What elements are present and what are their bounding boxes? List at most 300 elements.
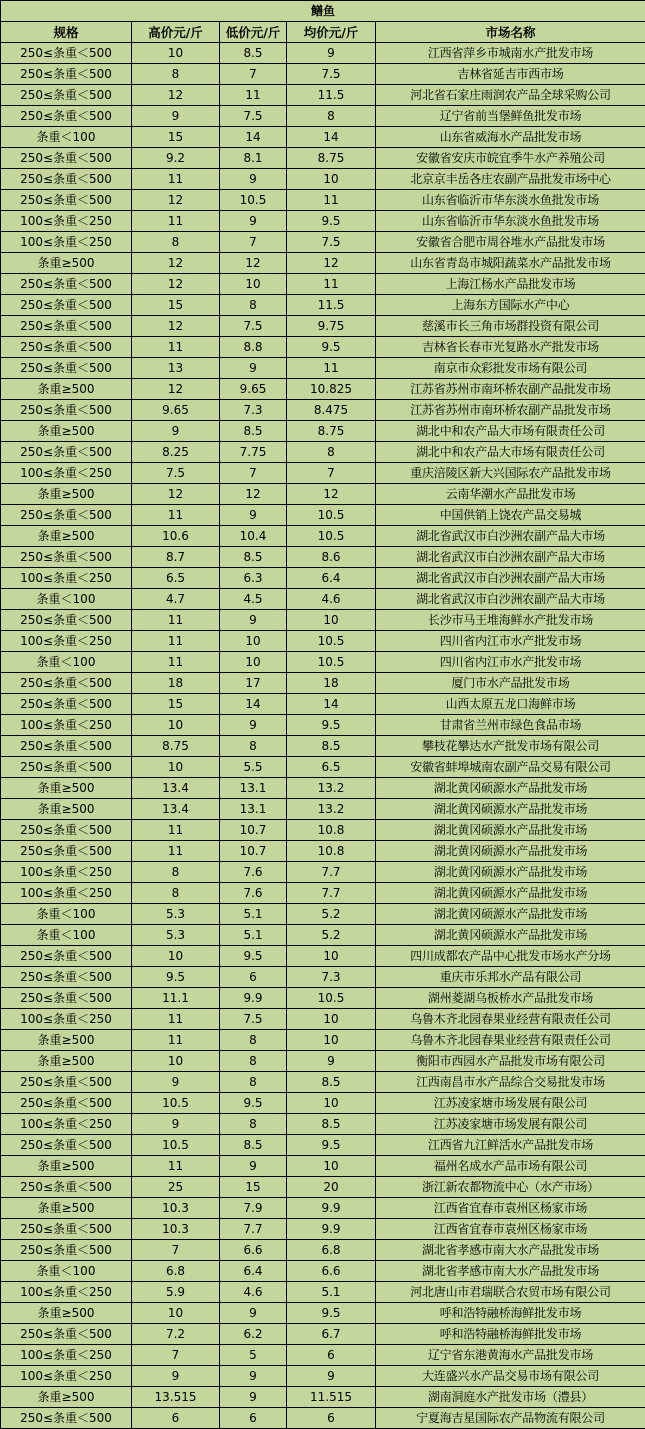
cell-high-price: 13.4 [132,778,220,799]
table-row [1,1177,645,1198]
table-row [1,379,645,400]
cell-spec: 250≤条重＜500 [1,358,132,379]
cell-market: 南京市众彩批发市场有限公司 [376,358,645,379]
cell-avg-price: 14 [287,127,376,148]
cell-avg-price: 9 [287,43,376,64]
cell-avg-price: 7.5 [287,64,376,85]
cell-market: 福州名成水产品市场有限公司 [376,1156,645,1177]
cell-spec: 100≤条重＜250 [1,1345,132,1366]
cell-market: 北京京丰岳各庄农副产品批发市场中心 [376,169,645,190]
cell-high-price: 12 [132,85,220,106]
cell-high-price: 9 [132,1072,220,1093]
cell-avg-price: 6 [287,1408,376,1429]
cell-low-price: 6 [220,1408,287,1429]
cell-market: 湖北省武汉市白沙洲农副产品大市场 [376,589,645,610]
cell-high-price: 9 [132,1366,220,1387]
cell-low-price: 6.4 [220,1261,287,1282]
cell-avg-price: 6.4 [287,568,376,589]
cell-avg-price: 8.75 [287,148,376,169]
table-row [1,1303,645,1324]
cell-market: 浙江新农都物流中心（水产市场） [376,1177,645,1198]
table-row [1,1324,645,1345]
cell-low-price: 14 [220,127,287,148]
cell-spec: 250≤条重＜500 [1,673,132,694]
cell-market: 上海东方国际水产中心 [376,295,645,316]
cell-high-price: 13 [132,358,220,379]
cell-low-price: 9.65 [220,379,287,400]
cell-avg-price: 6.6 [287,1261,376,1282]
cell-spec: 100≤条重＜250 [1,631,132,652]
cell-spec: 100≤条重＜250 [1,1366,132,1387]
cell-spec: 250≤条重＜500 [1,841,132,862]
cell-low-price: 9 [220,1366,287,1387]
table-row [1,883,645,904]
cell-spec: 250≤条重＜500 [1,1135,132,1156]
table-row [1,400,645,421]
cell-low-price: 5 [220,1345,287,1366]
cell-high-price: 12 [132,484,220,505]
cell-avg-price: 7.7 [287,883,376,904]
cell-high-price: 4.7 [132,589,220,610]
cell-high-price: 8 [132,862,220,883]
cell-low-price: 8.5 [220,547,287,568]
cell-spec: 250≤条重＜500 [1,988,132,1009]
table-row [1,631,645,652]
cell-market: 山东省临沂市华东淡水鱼批发市场 [376,211,645,232]
cell-market: 山东省临沂市华东淡水鱼批发市场 [376,190,645,211]
table-row [1,694,645,715]
cell-high-price: 10.5 [132,1093,220,1114]
cell-spec: 250≤条重＜500 [1,43,132,64]
table-row [1,1009,645,1030]
cell-spec: 250≤条重＜500 [1,64,132,85]
table-row [1,1051,645,1072]
cell-low-price: 8.1 [220,148,287,169]
cell-high-price: 8.7 [132,547,220,568]
table-row [1,1282,645,1303]
cell-spec: 250≤条重＜500 [1,1177,132,1198]
cell-high-price: 6.8 [132,1261,220,1282]
cell-spec: 条重＜100 [1,127,132,148]
cell-market: 江西省宜春市袁州区杨家市场 [376,1198,645,1219]
header-high-price: 高价元/斤 [132,22,220,43]
cell-low-price: 15 [220,1177,287,1198]
cell-low-price: 6.6 [220,1240,287,1261]
cell-low-price: 7 [220,232,287,253]
cell-low-price: 14 [220,694,287,715]
cell-low-price: 9 [220,610,287,631]
cell-market: 江苏凌家塘市场发展有限公司 [376,1114,645,1135]
cell-low-price: 11 [220,85,287,106]
cell-low-price: 10.5 [220,190,287,211]
cell-high-price: 9 [132,421,220,442]
cell-spec: 250≤条重＜500 [1,757,132,778]
cell-spec: 条重≥500 [1,1303,132,1324]
cell-spec: 条重≥500 [1,253,132,274]
cell-avg-price: 13.2 [287,799,376,820]
table-row [1,85,645,106]
cell-high-price: 9 [132,106,220,127]
cell-avg-price: 9.9 [287,1198,376,1219]
table-row [1,1030,645,1051]
cell-high-price: 15 [132,295,220,316]
cell-market: 湖北中和农产品大市场有限责任公司 [376,421,645,442]
cell-spec: 条重＜100 [1,1261,132,1282]
cell-avg-price: 9 [287,1051,376,1072]
cell-low-price: 8.5 [220,43,287,64]
cell-market: 呼和浩特融桥海鲜批发市场 [376,1303,645,1324]
table-row [1,358,645,379]
cell-low-price: 4.5 [220,589,287,610]
table-row [1,1345,645,1366]
cell-avg-price: 9.5 [287,715,376,736]
cell-spec: 条重≥500 [1,1198,132,1219]
cell-market: 湖北中和农产品大市场有限责任公司 [376,442,645,463]
cell-high-price: 11 [132,841,220,862]
cell-market: 江西南昌市水产品综合交易批发市场 [376,1072,645,1093]
table-row [1,1093,645,1114]
cell-spec: 250≤条重＜500 [1,1093,132,1114]
cell-high-price: 11 [132,337,220,358]
cell-spec: 100≤条重＜250 [1,1009,132,1030]
cell-avg-price: 7 [287,463,376,484]
cell-low-price: 5.5 [220,757,287,778]
table-row [1,211,645,232]
cell-high-price: 10.6 [132,526,220,547]
cell-spec: 250≤条重＜500 [1,1240,132,1261]
cell-high-price: 5.9 [132,1282,220,1303]
cell-market: 重庆市乐邦水产品有限公司 [376,967,645,988]
cell-low-price: 7.5 [220,1009,287,1030]
cell-spec: 100≤条重＜250 [1,715,132,736]
cell-low-price: 8 [220,1114,287,1135]
cell-high-price: 11 [132,1030,220,1051]
cell-market: 呼和浩特融桥海鲜批发市场 [376,1324,645,1345]
cell-spec: 250≤条重＜500 [1,1408,132,1429]
cell-spec: 100≤条重＜250 [1,862,132,883]
cell-spec: 250≤条重＜500 [1,316,132,337]
table-row [1,463,645,484]
cell-avg-price: 11.5 [287,85,376,106]
cell-spec: 250≤条重＜500 [1,190,132,211]
cell-avg-price: 5.2 [287,925,376,946]
table-row [1,652,645,673]
cell-low-price: 9 [220,1387,287,1408]
cell-spec: 条重＜100 [1,904,132,925]
cell-high-price: 15 [132,694,220,715]
cell-avg-price: 8.6 [287,547,376,568]
cell-high-price: 12 [132,379,220,400]
cell-avg-price: 9.75 [287,316,376,337]
cell-high-price: 12 [132,316,220,337]
cell-avg-price: 10.5 [287,526,376,547]
cell-low-price: 12 [220,253,287,274]
table-row [1,148,645,169]
cell-spec: 250≤条重＜500 [1,337,132,358]
table-row [1,316,645,337]
cell-market: 长沙市马王堆海鲜水产批发市场 [376,610,645,631]
cell-avg-price: 7.3 [287,967,376,988]
cell-market: 湖北省武汉市白沙洲农副产品大市场 [376,526,645,547]
cell-avg-price: 10.5 [287,652,376,673]
cell-market: 江苏凌家塘市场发展有限公司 [376,1093,645,1114]
cell-avg-price: 6 [287,1345,376,1366]
cell-market: 湖北黄冈硕源水产品批发市场 [376,799,645,820]
cell-avg-price: 10.8 [287,820,376,841]
cell-avg-price: 10 [287,1009,376,1030]
cell-avg-price: 10.8 [287,841,376,862]
cell-avg-price: 9 [287,1366,376,1387]
cell-market: 云南华潮水产品批发市场 [376,484,645,505]
header-spec: 规格 [1,22,132,43]
table-row [1,820,645,841]
cell-avg-price: 10.5 [287,631,376,652]
cell-low-price: 8 [220,1051,287,1072]
cell-spec: 250≤条重＜500 [1,1219,132,1240]
cell-market: 四川省内江市水产批发市场 [376,631,645,652]
cell-avg-price: 9.5 [287,337,376,358]
cell-market: 乌鲁木齐北园春果业经营有限责任公司 [376,1030,645,1051]
table-row [1,64,645,85]
cell-high-price: 11 [132,631,220,652]
cell-market: 山东省青岛市城阳蔬菜水产品批发市场 [376,253,645,274]
table-row [1,1240,645,1261]
table-row [1,295,645,316]
cell-avg-price: 5.1 [287,1282,376,1303]
cell-market: 厦门市水产品批发市场 [376,673,645,694]
cell-avg-price: 10 [287,946,376,967]
cell-spec: 250≤条重＜500 [1,1072,132,1093]
cell-market: 四川成都农产品中心批发市场水产分场 [376,946,645,967]
cell-avg-price: 6.5 [287,757,376,778]
cell-spec: 条重≥500 [1,421,132,442]
cell-spec: 250≤条重＜500 [1,736,132,757]
cell-low-price: 10 [220,631,287,652]
table-row [1,1114,645,1135]
cell-high-price: 8.25 [132,442,220,463]
table-row [1,778,645,799]
cell-spec: 250≤条重＜500 [1,505,132,526]
cell-high-price: 11 [132,169,220,190]
cell-market: 湖北黄冈硕源水产品批发市场 [376,904,645,925]
cell-high-price: 7.2 [132,1324,220,1345]
cell-low-price: 7.5 [220,316,287,337]
cell-avg-price: 6.7 [287,1324,376,1345]
table-row [1,253,645,274]
table-body [1,43,645,1429]
cell-market: 湖北黄冈硕源水产品批发市场 [376,778,645,799]
cell-spec: 250≤条重＜500 [1,694,132,715]
cell-spec: 100≤条重＜250 [1,463,132,484]
cell-high-price: 25 [132,1177,220,1198]
cell-avg-price: 10.5 [287,988,376,1009]
cell-high-price: 7 [132,1345,220,1366]
cell-avg-price: 9.5 [287,1135,376,1156]
cell-spec: 100≤条重＜250 [1,1282,132,1303]
table-row [1,1219,645,1240]
cell-high-price: 11 [132,1156,220,1177]
cell-high-price: 9.65 [132,400,220,421]
cell-avg-price: 10.5 [287,505,376,526]
table-row [1,862,645,883]
cell-market: 湖州菱湖乌板桥水产品批发市场 [376,988,645,1009]
table-row [1,589,645,610]
cell-avg-price: 11.515 [287,1387,376,1408]
cell-spec: 250≤条重＜500 [1,442,132,463]
cell-spec: 条重≥500 [1,778,132,799]
cell-market: 江苏省苏州市南环桥农副产品批发市场 [376,400,645,421]
cell-spec: 条重≥500 [1,1387,132,1408]
cell-high-price: 12 [132,253,220,274]
cell-market: 山西太原五龙口海鲜市场 [376,694,645,715]
cell-avg-price: 9.5 [287,211,376,232]
table-row [1,925,645,946]
cell-spec: 100≤条重＜250 [1,1114,132,1135]
table-row [1,967,645,988]
header-row [1,22,645,43]
cell-spec: 250≤条重＜500 [1,85,132,106]
cell-low-price: 4.6 [220,1282,287,1303]
cell-spec: 条重≥500 [1,799,132,820]
cell-high-price: 12 [132,274,220,295]
cell-market: 安徽省安庆市皖宜季牛水产养殖公司 [376,148,645,169]
cell-low-price: 9 [220,715,287,736]
cell-low-price: 5.1 [220,925,287,946]
cell-high-price: 11 [132,211,220,232]
cell-avg-price: 10 [287,1156,376,1177]
cell-market: 攀枝花攀达水产批发市场有限公司 [376,736,645,757]
cell-high-price: 6 [132,1408,220,1429]
cell-high-price: 8 [132,232,220,253]
cell-spec: 100≤条重＜250 [1,883,132,904]
cell-market: 江西省九江鲜活水产品批发市场 [376,1135,645,1156]
cell-avg-price: 10 [287,610,376,631]
cell-high-price: 9.2 [132,148,220,169]
cell-spec: 250≤条重＜500 [1,946,132,967]
cell-low-price: 7.6 [220,883,287,904]
cell-low-price: 9 [220,1156,287,1177]
cell-avg-price: 9.9 [287,1219,376,1240]
cell-low-price: 5.1 [220,904,287,925]
cell-low-price: 9 [220,505,287,526]
table-row [1,799,645,820]
cell-avg-price: 4.6 [287,589,376,610]
cell-high-price: 11 [132,652,220,673]
cell-market: 安徽省蚌埠城南农副产品交易有限公司 [376,757,645,778]
cell-avg-price: 18 [287,673,376,694]
cell-low-price: 9 [220,169,287,190]
cell-low-price: 10.7 [220,820,287,841]
cell-market: 甘肃省兰州市绿色食品市场 [376,715,645,736]
cell-spec: 250≤条重＜500 [1,400,132,421]
cell-high-price: 10 [132,43,220,64]
table-row [1,337,645,358]
cell-market: 大连盛兴水产品交易市场有限公司 [376,1366,645,1387]
cell-low-price: 7.6 [220,862,287,883]
cell-market: 湖北黄冈硕源水产品批发市场 [376,862,645,883]
table-row [1,736,645,757]
cell-avg-price: 8 [287,442,376,463]
cell-low-price: 7.3 [220,400,287,421]
cell-low-price: 8.5 [220,1135,287,1156]
cell-avg-price: 8.5 [287,1072,376,1093]
cell-spec: 250≤条重＜500 [1,169,132,190]
cell-high-price: 10 [132,1303,220,1324]
cell-low-price: 9 [220,1303,287,1324]
cell-low-price: 6.3 [220,568,287,589]
cell-market: 江西省萍乡市城南水产批发市场 [376,43,645,64]
cell-avg-price: 12 [287,253,376,274]
cell-high-price: 8.75 [132,736,220,757]
cell-high-price: 11 [132,505,220,526]
cell-avg-price: 8.475 [287,400,376,421]
cell-avg-price: 7.7 [287,862,376,883]
cell-avg-price: 8.75 [287,421,376,442]
cell-high-price: 8 [132,64,220,85]
table-row [1,757,645,778]
cell-avg-price: 10.825 [287,379,376,400]
table-row [1,127,645,148]
table-row [1,1387,645,1408]
cell-market: 江西省宜春市袁州区杨家市场 [376,1219,645,1240]
cell-avg-price: 5.2 [287,904,376,925]
cell-market: 安徽省合肥市周谷堆水产品批发市场 [376,232,645,253]
cell-high-price: 9 [132,1114,220,1135]
cell-avg-price: 10 [287,169,376,190]
cell-high-price: 5.3 [132,925,220,946]
cell-high-price: 18 [132,673,220,694]
cell-market: 吉林省延吉市西市场 [376,64,645,85]
cell-spec: 100≤条重＜250 [1,568,132,589]
table-row [1,1408,645,1429]
cell-low-price: 10 [220,652,287,673]
header-low-price: 低价元/斤 [220,22,287,43]
cell-high-price: 7.5 [132,463,220,484]
cell-high-price: 15 [132,127,220,148]
table-row [1,169,645,190]
cell-high-price: 5.3 [132,904,220,925]
cell-avg-price: 14 [287,694,376,715]
cell-avg-price: 11 [287,358,376,379]
cell-spec: 100≤条重＜250 [1,211,132,232]
cell-spec: 100≤条重＜250 [1,232,132,253]
cell-market: 湖北省武汉市白沙洲农副产品大市场 [376,568,645,589]
cell-avg-price: 6.8 [287,1240,376,1261]
cell-high-price: 10.3 [132,1219,220,1240]
cell-market: 重庆涪陵区新大兴国际农产品批发市场 [376,463,645,484]
table-row [1,106,645,127]
cell-low-price: 7.5 [220,106,287,127]
cell-low-price: 8 [220,1030,287,1051]
cell-spec: 条重≥500 [1,1030,132,1051]
cell-low-price: 6 [220,967,287,988]
cell-high-price: 12 [132,190,220,211]
cell-low-price: 13.1 [220,799,287,820]
cell-market: 辽宁省前当堡鲜鱼批发市场 [376,106,645,127]
cell-spec: 250≤条重＜500 [1,148,132,169]
cell-market: 乌鲁木齐北园春果业经营有限责任公司 [376,1009,645,1030]
cell-market: 慈溪市长三角市场群投资有限公司 [376,316,645,337]
cell-high-price: 11 [132,610,220,631]
cell-spec: 250≤条重＜500 [1,547,132,568]
cell-low-price: 6.2 [220,1324,287,1345]
cell-market: 中国供销上饶农产品交易城 [376,505,645,526]
cell-avg-price: 9.5 [287,1303,376,1324]
cell-low-price: 12 [220,484,287,505]
cell-avg-price: 8.5 [287,1114,376,1135]
table-row [1,610,645,631]
table-row [1,1156,645,1177]
